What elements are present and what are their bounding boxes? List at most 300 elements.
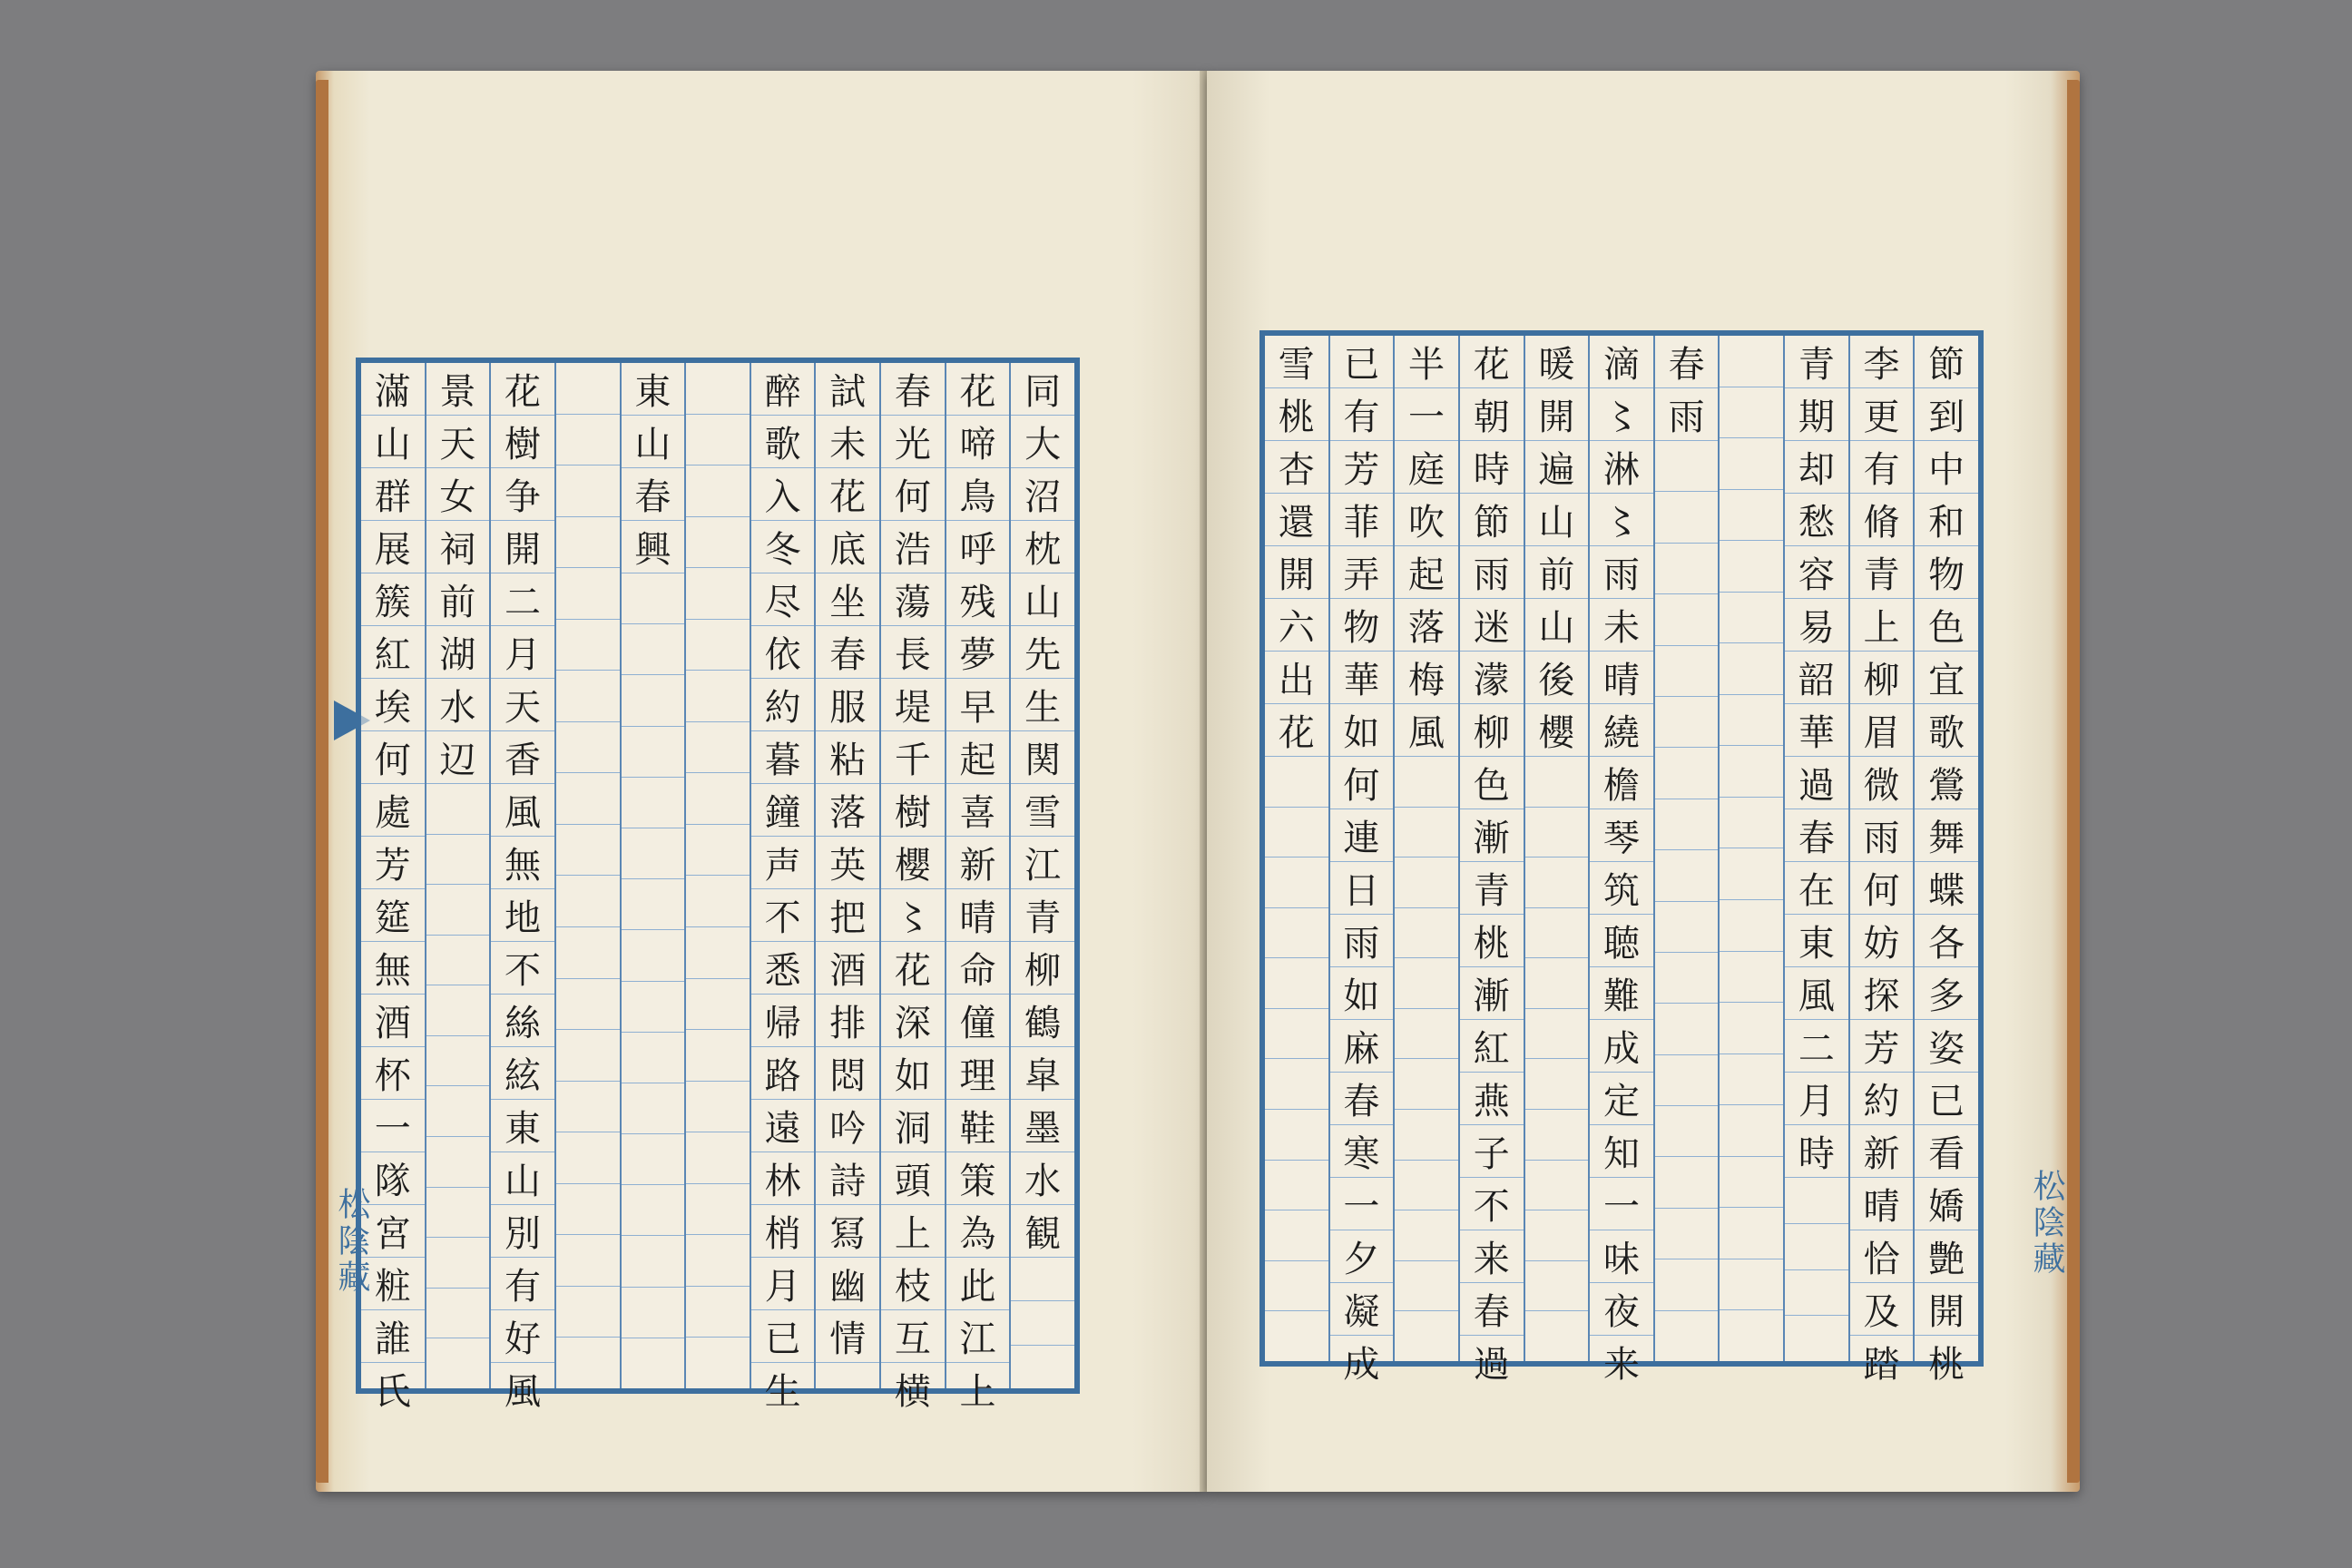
grid-cell: 花 <box>1473 344 1510 386</box>
grid-cell: 櫻 <box>881 836 945 888</box>
grid-cell <box>1655 901 1719 952</box>
grid-cell <box>622 1184 685 1235</box>
grid-cell: 隊 <box>361 1152 425 1204</box>
grid-cell <box>622 1133 685 1184</box>
grid-cell <box>426 1085 490 1136</box>
grid-cell <box>1720 951 1783 1003</box>
grid-cell: 前 <box>426 573 490 625</box>
grid-cell: 粧 <box>361 1257 425 1309</box>
grid-cell: 上 <box>946 1362 1010 1415</box>
grid-cell: 春 <box>1785 808 1848 861</box>
grid-cell <box>1525 1008 1589 1059</box>
grid-cell: 蝶 <box>1915 861 1978 914</box>
grid-cell <box>1720 642 1783 694</box>
grid-cell: 頭 <box>881 1152 945 1204</box>
grid-cell <box>1525 1310 1589 1361</box>
grid-cell: 蕩 <box>881 573 945 625</box>
grid-cell <box>426 884 490 935</box>
grid-cell <box>556 670 620 721</box>
grid-cell <box>1265 857 1328 907</box>
grid-cell <box>1720 592 1783 643</box>
grid-cell <box>556 363 620 414</box>
grid-cell <box>1785 1269 1848 1316</box>
grid-cell <box>556 567 620 619</box>
grid-cell <box>1720 489 1783 541</box>
grid-cell <box>622 573 685 623</box>
grid-cell: 後 <box>1525 651 1589 703</box>
grid-cell: 有 <box>1850 440 1914 493</box>
grid-cell <box>426 1136 490 1187</box>
grid-cell <box>556 772 620 824</box>
seal-label-right: 松陰藏 <box>2028 1169 2065 1278</box>
grid-cell <box>1720 336 1783 387</box>
grid-cell: 開 <box>1915 1282 1978 1335</box>
grid-cell: 雨 <box>1590 545 1653 598</box>
grid-cell <box>622 1235 685 1286</box>
grid-cell: 何 <box>881 467 945 520</box>
grid-cell <box>556 875 620 926</box>
grid-cell: 艶 <box>1915 1230 1978 1282</box>
grid-cell: 横 <box>881 1362 945 1415</box>
grid-cell: 落 <box>1395 598 1458 651</box>
grid-cell <box>1265 1160 1328 1210</box>
grid-cell <box>1655 645 1719 696</box>
grid-cell: 有 <box>491 1257 554 1309</box>
grid-cell: 青 <box>1460 861 1524 914</box>
grid-cell: 別 <box>491 1204 554 1257</box>
grid-cell: 中 <box>1915 440 1978 493</box>
grid-cell: 菲 <box>1330 493 1394 545</box>
grid-cell: 争 <box>491 467 554 520</box>
open-book <box>309 71 2087 1492</box>
grid-cell: 時 <box>1460 440 1524 493</box>
grid-cell: 遍 <box>1525 440 1589 493</box>
grid-cell: 江 <box>946 1309 1010 1362</box>
grid-cell: 堤 <box>881 678 945 730</box>
grid-cell: 紅 <box>361 625 425 678</box>
grid-cell: 山 <box>622 415 685 467</box>
grid-cell: 迷 <box>1460 598 1524 651</box>
grid-cell: 埃 <box>361 678 425 730</box>
grid-cell: 未 <box>1590 598 1653 651</box>
grid-cell: 及 <box>1850 1282 1914 1335</box>
grid-cell: 鐘 <box>751 783 815 836</box>
grid-cell <box>686 414 750 466</box>
grid-cell <box>556 926 620 978</box>
grid-cell: 情 <box>816 1309 879 1362</box>
grid-cell <box>1785 1177 1848 1223</box>
grid-cell <box>1655 1156 1719 1207</box>
grid-cell <box>816 1362 879 1388</box>
grid-cell <box>686 1337 750 1388</box>
grid-cell <box>1720 848 1783 899</box>
grid-cell <box>1395 907 1458 958</box>
grid-cell <box>622 1083 685 1133</box>
grid-cell: 脩 <box>1850 493 1914 545</box>
grid-cell: 華 <box>1785 703 1848 756</box>
grid-cell: 晴 <box>1590 651 1653 703</box>
grid-cell: 啼 <box>946 415 1010 467</box>
grid-cell: 暮 <box>751 730 815 783</box>
grid-cell: 約 <box>751 678 815 730</box>
grid-cell <box>1655 799 1719 849</box>
grid-cell: 芳 <box>1850 1019 1914 1072</box>
grid-cell: 生 <box>751 1362 815 1415</box>
grid-cell <box>1655 440 1719 491</box>
grid-cell: 祠 <box>426 520 490 573</box>
grid-cell <box>1655 747 1719 798</box>
grid-cell <box>686 1132 750 1183</box>
grid-cell <box>686 619 750 671</box>
grid-cell: 風 <box>491 783 554 836</box>
grid-cell: 花 <box>959 371 996 413</box>
text-frame-left <box>356 358 1080 1413</box>
grid-cell: 樹 <box>881 783 945 836</box>
manuscript-grid-right <box>1265 336 1978 1386</box>
grid-cell <box>1655 849 1719 900</box>
grid-cell: 観 <box>1011 1204 1074 1257</box>
grid-cell: 漸 <box>1460 966 1524 1019</box>
grid-cell: 群 <box>361 467 425 520</box>
grid-cell: 宜 <box>1915 651 1978 703</box>
grid-cell <box>1720 437 1783 489</box>
grid-cell: 處 <box>361 783 425 836</box>
grid-cell <box>1395 1160 1458 1210</box>
grid-cell <box>1265 1058 1328 1109</box>
grid-cell <box>1011 1345 1074 1388</box>
grid-cell: 過 <box>1785 756 1848 808</box>
grid-cell: 琴 <box>1590 808 1653 861</box>
grid-cell: 絲 <box>491 994 554 1046</box>
grid-cell <box>686 772 750 824</box>
grid-cell: 氏 <box>361 1362 425 1415</box>
grid-cell: 春 <box>1330 1072 1394 1124</box>
grid-cell: 杯 <box>361 1046 425 1099</box>
grid-cell <box>1265 1109 1328 1160</box>
grid-cell: 皐 <box>1011 1046 1074 1099</box>
grid-cell: 粘 <box>816 730 879 783</box>
grid-cell: 光 <box>881 415 945 467</box>
grid-cell: 滴 <box>1602 344 1640 386</box>
grid-cell: 青 <box>1798 344 1835 386</box>
grid-cell: 喜 <box>946 783 1010 836</box>
grid-cell: 芳 <box>361 836 425 888</box>
grid-cell: 節 <box>1928 344 1965 386</box>
grid-cell: 櫻 <box>1525 703 1589 756</box>
grid-cell: 生 <box>1011 678 1074 730</box>
grid-cell <box>1395 1310 1458 1361</box>
grid-cell <box>686 1183 750 1235</box>
text-column <box>1848 336 1914 1386</box>
grid-cell <box>1525 1109 1589 1160</box>
grid-cell: 日 <box>1330 861 1394 914</box>
grid-cell: 弄 <box>1330 545 1394 598</box>
grid-cell: 為 <box>946 1204 1010 1257</box>
grid-cell: 起 <box>946 730 1010 783</box>
grid-cell <box>426 1035 490 1086</box>
grid-cell: 嬌 <box>1915 1177 1978 1230</box>
grid-cell: 地 <box>491 888 554 941</box>
grid-cell: 開 <box>1265 545 1328 598</box>
grid-cell <box>1655 1310 1719 1361</box>
grid-cell: 不 <box>1460 1177 1524 1230</box>
grid-cell: 山 <box>491 1152 554 1204</box>
grid-cell: 鶴 <box>1011 994 1074 1046</box>
text-column <box>1653 336 1719 1361</box>
grid-cell: 紅 <box>1460 1019 1524 1072</box>
grid-cell: 女 <box>426 467 490 520</box>
grid-cell: 入 <box>751 467 815 520</box>
grid-cell: 依 <box>751 625 815 678</box>
grid-cell: 月 <box>751 1257 815 1309</box>
grid-cell: 風 <box>1785 966 1848 1019</box>
grid-cell <box>1265 1310 1328 1361</box>
grid-cell <box>686 363 750 414</box>
text-column <box>814 363 879 1388</box>
text-column <box>1009 363 1074 1388</box>
grid-cell: 開 <box>491 520 554 573</box>
grid-cell <box>1655 1003 1719 1054</box>
grid-cell: 夢 <box>946 625 1010 678</box>
grid-cell <box>1011 1300 1074 1344</box>
grid-cell <box>622 828 685 878</box>
grid-cell: 一 <box>1395 387 1458 440</box>
grid-cell: 鶯 <box>1915 756 1978 808</box>
grid-cell <box>426 783 490 834</box>
grid-cell: 上 <box>1850 598 1914 651</box>
grid-cell <box>1720 1309 1783 1361</box>
grid-cell <box>1265 957 1328 1008</box>
grid-cell: 滿 <box>374 371 411 413</box>
grid-cell <box>1525 957 1589 1008</box>
grid-cell <box>1395 1109 1458 1160</box>
grid-cell: 舞 <box>1915 808 1978 861</box>
grid-cell <box>1395 807 1458 858</box>
grid-cell <box>1265 1008 1328 1059</box>
grid-cell <box>1785 1223 1848 1269</box>
grid-cell: 味 <box>1590 1230 1653 1282</box>
grid-cell <box>1655 1054 1719 1105</box>
grid-cell <box>622 777 685 828</box>
grid-cell <box>1720 387 1783 438</box>
grid-cell: 不 <box>491 941 554 994</box>
grid-cell: 誰 <box>361 1309 425 1362</box>
grid-cell: 鳥 <box>946 467 1010 520</box>
grid-cell <box>556 619 620 671</box>
grid-cell <box>686 1029 750 1081</box>
grid-cell: 先 <box>1011 625 1074 678</box>
grid-cell: 檐 <box>1590 756 1653 808</box>
grid-cell <box>426 1187 490 1238</box>
grid-cell <box>1655 1259 1719 1309</box>
grid-cell: 詩 <box>816 1152 879 1204</box>
grid-cell: 青 <box>1850 545 1914 598</box>
grid-cell: 半 <box>1408 344 1446 386</box>
grid-cell: 定 <box>1590 1072 1653 1124</box>
grid-cell: 花 <box>881 941 945 994</box>
grid-cell: 雨 <box>1655 387 1719 440</box>
grid-cell: 落 <box>816 783 879 836</box>
grid-cell <box>1720 745 1783 797</box>
grid-cell: 已 <box>751 1309 815 1362</box>
grid-cell: 山 <box>1011 573 1074 625</box>
grid-cell: 好 <box>491 1309 554 1362</box>
grid-cell: 有 <box>1330 387 1394 440</box>
grid-cell <box>1265 807 1328 858</box>
text-column <box>750 363 815 1413</box>
grid-cell: 路 <box>751 1046 815 1099</box>
grid-cell <box>622 726 685 777</box>
grid-cell: 〻 <box>1590 493 1653 545</box>
grid-cell: 吹 <box>1395 493 1458 545</box>
grid-cell: 雪 <box>1278 344 1315 386</box>
grid-cell <box>1265 1210 1328 1260</box>
text-column <box>684 363 750 1388</box>
grid-cell <box>686 465 750 516</box>
grid-cell: 湖 <box>426 625 490 678</box>
grid-cell: 雨 <box>1330 914 1394 966</box>
grid-cell: 理 <box>946 1046 1010 1099</box>
grid-cell: 成 <box>1330 1335 1394 1387</box>
grid-cell: 晴 <box>1850 1177 1914 1230</box>
grid-cell: 花 <box>1265 703 1328 756</box>
grid-cell: 恰 <box>1850 1230 1914 1282</box>
grid-cell <box>1655 1105 1719 1156</box>
grid-cell: 試 <box>829 371 867 413</box>
grid-cell <box>1525 1058 1589 1109</box>
grid-cell <box>1720 1207 1783 1259</box>
grid-cell: 多 <box>1915 966 1978 1019</box>
grid-cell: 妨 <box>1850 914 1914 966</box>
grid-cell: 宮 <box>361 1204 425 1257</box>
grid-cell: 冬 <box>751 520 815 573</box>
grid-cell: 互 <box>881 1309 945 1362</box>
grid-cell <box>1655 543 1719 593</box>
grid-cell: 早 <box>946 678 1010 730</box>
text-column <box>425 363 490 1388</box>
grid-cell <box>1655 696 1719 747</box>
grid-cell: 山 <box>1525 493 1589 545</box>
grid-cell: 尽 <box>751 573 815 625</box>
grid-cell: 梢 <box>751 1204 815 1257</box>
grid-cell: 大 <box>1011 415 1074 467</box>
grid-cell: 冩 <box>816 1204 879 1257</box>
text-column <box>554 363 620 1388</box>
grid-cell: 僮 <box>946 994 1010 1046</box>
grid-cell: 柳 <box>1011 941 1074 994</box>
grid-cell <box>1395 957 1458 1008</box>
grid-cell: 悶 <box>816 1046 879 1099</box>
grid-cell: 墨 <box>1011 1099 1074 1152</box>
grid-cell <box>1395 1008 1458 1059</box>
grid-cell: 何 <box>1850 861 1914 914</box>
grid-cell <box>1525 857 1589 907</box>
grid-cell <box>1395 1260 1458 1311</box>
grid-cell: 夜 <box>1590 1282 1653 1335</box>
manuscript-grid-left <box>361 363 1074 1413</box>
grid-cell <box>556 721 620 773</box>
grid-cell: 来 <box>1590 1335 1653 1387</box>
grid-cell <box>686 567 750 619</box>
grid-cell <box>1265 907 1328 958</box>
grid-cell: 却 <box>1785 440 1848 493</box>
grid-cell <box>556 414 620 466</box>
grid-cell <box>686 721 750 773</box>
grid-cell: 桃 <box>1915 1335 1978 1387</box>
grid-cell: 酒 <box>361 994 425 1046</box>
grid-cell: 柳 <box>1850 651 1914 703</box>
grid-cell: 月 <box>1785 1072 1848 1124</box>
grid-cell: 微 <box>1850 756 1914 808</box>
grid-cell: 春 <box>622 467 685 520</box>
grid-cell: 物 <box>1330 598 1394 651</box>
grid-cell: 春 <box>1668 344 1705 386</box>
grid-cell <box>1525 1260 1589 1311</box>
grid-cell: 韶 <box>1785 651 1848 703</box>
grid-cell: 未 <box>816 415 879 467</box>
grid-cell <box>686 875 750 926</box>
grid-cell: 何 <box>361 730 425 783</box>
grid-cell <box>1655 952 1719 1003</box>
grid-cell: 醉 <box>764 371 801 413</box>
grid-cell: 春 <box>1460 1282 1524 1335</box>
grid-cell <box>556 1132 620 1183</box>
page-edge-left <box>316 80 328 1483</box>
grid-cell: 和 <box>1915 493 1978 545</box>
grid-cell <box>686 1234 750 1286</box>
grid-cell: 上 <box>881 1204 945 1257</box>
grid-cell: 寒 <box>1330 1124 1394 1177</box>
grid-cell <box>1525 1210 1589 1260</box>
grid-cell: 眉 <box>1850 703 1914 756</box>
grid-cell: 春 <box>894 371 931 413</box>
grid-cell <box>1265 756 1328 807</box>
grid-cell: 芳 <box>1330 440 1394 493</box>
grid-cell: 六 <box>1265 598 1328 651</box>
grid-cell: 節 <box>1460 493 1524 545</box>
grid-cell: 風 <box>491 1362 554 1415</box>
grid-cell: 筑 <box>1590 861 1653 914</box>
grid-cell: 千 <box>881 730 945 783</box>
grid-cell: 何 <box>1330 756 1394 808</box>
grid-cell: 枝 <box>881 1257 945 1309</box>
grid-cell: 簇 <box>361 573 425 625</box>
grid-cell: 服 <box>816 678 879 730</box>
grid-cell: 坐 <box>816 573 879 625</box>
grid-cell <box>426 985 490 1035</box>
grid-cell <box>556 1337 620 1388</box>
grid-cell: 林 <box>751 1152 815 1204</box>
grid-cell: 底 <box>816 520 879 573</box>
grid-cell: 庭 <box>1395 440 1458 493</box>
grid-cell <box>1395 756 1458 807</box>
text-column <box>879 363 945 1413</box>
grid-cell: 雨 <box>1460 545 1524 598</box>
grid-cell <box>622 1032 685 1083</box>
grid-cell: 子 <box>1460 1124 1524 1177</box>
grid-cell: 如 <box>1330 703 1394 756</box>
grid-cell: 水 <box>426 678 490 730</box>
text-column <box>1265 336 1328 1361</box>
grid-cell: 晴 <box>946 888 1010 941</box>
grid-cell: 山 <box>361 415 425 467</box>
grid-cell <box>1395 1210 1458 1260</box>
grid-cell: 桃 <box>1265 387 1328 440</box>
grid-cell: 歌 <box>1915 703 1978 756</box>
grid-cell: 青 <box>1011 888 1074 941</box>
grid-cell: 東 <box>491 1099 554 1152</box>
grid-cell: 長 <box>881 625 945 678</box>
